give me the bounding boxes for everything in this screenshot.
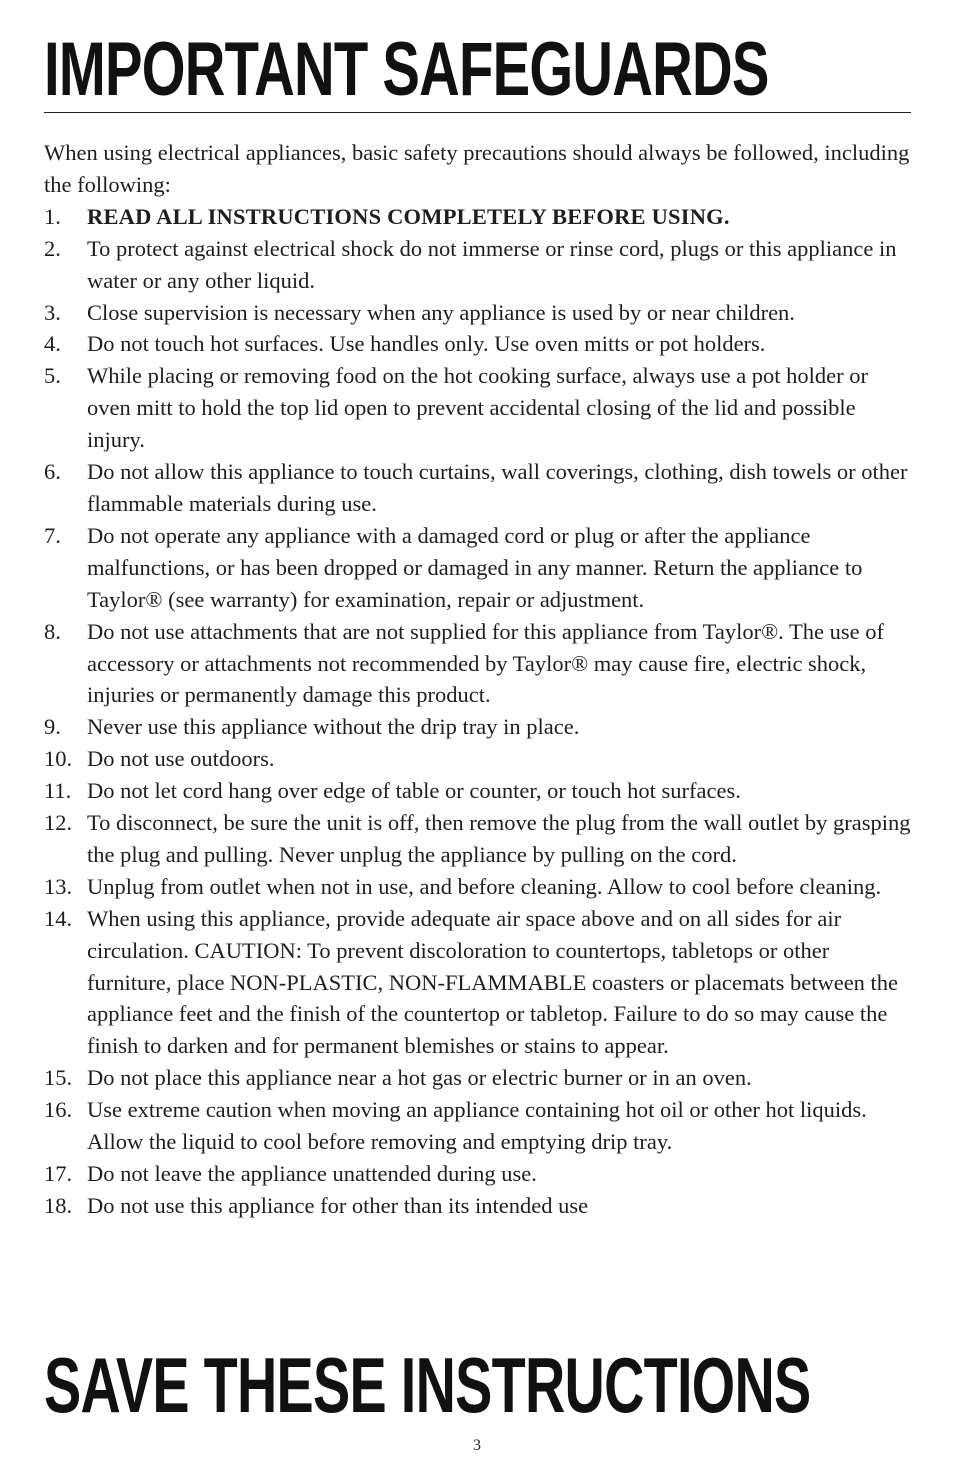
list-item: [44, 807, 914, 871]
intro-paragraph: When using electrical appliances, basic safety precautions should always be followed, including the following:: [44, 140, 910, 197]
list-item: [44, 520, 914, 616]
item-text: Use extreme caution when moving an appliance containing hot oil or other hot liquids. Allow the liquid to cool before removing and emptying drip tray.: [87, 1097, 867, 1155]
item-number: 11.: [44, 778, 72, 804]
item-text: Do not place this appliance near a hot gas or electric burner or in an oven.: [87, 1065, 752, 1091]
title-divider: [44, 112, 911, 113]
item-number: 1.: [44, 203, 61, 229]
safeguards-list: [44, 201, 914, 1222]
item-text: Do not leave the appliance unattended during use.: [87, 1161, 537, 1186]
list-item: [44, 871, 914, 903]
item-text: When using this appliance, provide adequate air space above and on all sides for air circulation. CAUTION: To prevent discoloration to countertops, tabletops or other furniture, place NON-PLASTIC, NON-FLAMMABLE coasters or placemats between the appliance feet and the finish of the countertop or tabletop. Failure to do so may cause the finish to darken and for permanent blemishes or stains to appear.: [87, 905, 899, 1059]
item-number: 2.: [44, 235, 61, 261]
list-item: [44, 711, 914, 743]
item-number: 7.: [44, 522, 61, 548]
item-text: Never use this appliance without the drip tray in place.: [87, 714, 580, 740]
list-item: [44, 360, 914, 456]
item-number: 12.: [44, 810, 73, 836]
item-text: Do not operate any appliance with a damaged cord or plug or after the appliance malfunctions, or has been dropped or damaged in any manner. Return the appliance to Taylor® (see warranty) for examination, repair or adjustment.: [87, 522, 863, 612]
item-number: 13.: [44, 873, 73, 899]
item-number: 18.: [44, 1192, 73, 1218]
item-number: 17.: [44, 1161, 73, 1186]
item-number: 5.: [44, 363, 61, 389]
item-number: 6.: [44, 459, 61, 485]
item-text: Do not use attachments that are not supplied for this appliance from Taylor®. The use of accessory or attachments not recommended by Taylor® may cause fire, electric shock, injuries or permanently damage this product.: [87, 618, 884, 708]
list-item: [44, 456, 914, 520]
list-item: [44, 743, 914, 775]
safeguards-body: [44, 137, 914, 1222]
list-item: [44, 1062, 914, 1094]
list-item: [44, 328, 914, 360]
list-item: [44, 1094, 914, 1158]
list-item: [44, 1190, 914, 1222]
footer-heading: SAVE THESE INSTRUCTIONS: [44, 1341, 811, 1429]
item-text: Do not touch hot surfaces. Use handles only. Use oven mitts or pot holders.: [87, 331, 766, 357]
page-number: 3: [473, 1437, 481, 1454]
item-text: To disconnect, be sure the unit is off, then remove the plug from the wall outlet by grasping the plug and pulling. Never unplug the appliance by pulling on the cord.: [87, 810, 911, 867]
item-text: While placing or removing food on the hot cooking surface, always use a pot holder or oven mitt to hold the top lid open to prevent accidental closing of the lid and possible injury.: [87, 363, 869, 453]
item-text: Do not use this appliance for other than its intended use: [87, 1192, 589, 1218]
item-number: 3.: [44, 299, 61, 325]
page-title: IMPORTANT SAFEGUARDS: [44, 27, 769, 112]
item-text: Do not use outdoors.: [87, 746, 275, 772]
item-text: To protect against electrical shock do not immerse or rinse cord, plugs or this appliance in water or any other liquid.: [87, 235, 897, 293]
item-number: 16.: [44, 1097, 73, 1123]
list-item: [44, 201, 914, 233]
list-item: [44, 233, 914, 297]
item-text: Do not allow this appliance to touch curtains, wall coverings, clothing, dish towels or other flammable materials during use.: [87, 459, 908, 516]
list-item: [44, 903, 914, 1063]
list-item: [44, 775, 914, 807]
list-item: [44, 1158, 914, 1190]
item-text: Do not let cord hang over edge of table or counter, or touch hot surfaces.: [87, 778, 741, 804]
item-number: 9.: [44, 714, 61, 740]
list-item: [44, 297, 914, 329]
item-number: 15.: [44, 1065, 73, 1091]
item-text: Unplug from outlet when not in use, and before cleaning. Allow to cool before cleaning.: [87, 873, 882, 899]
item-text: READ ALL INSTRUCTIONS COMPLETELY BEFORE USING.: [87, 203, 730, 229]
item-number: 4.: [44, 331, 61, 357]
list-item: [44, 616, 914, 712]
item-number: 8.: [44, 618, 61, 644]
item-number: 10.: [44, 746, 73, 772]
item-number: 14.: [44, 905, 73, 931]
item-text: Close supervision is necessary when any appliance is used by or near children.: [87, 299, 795, 325]
